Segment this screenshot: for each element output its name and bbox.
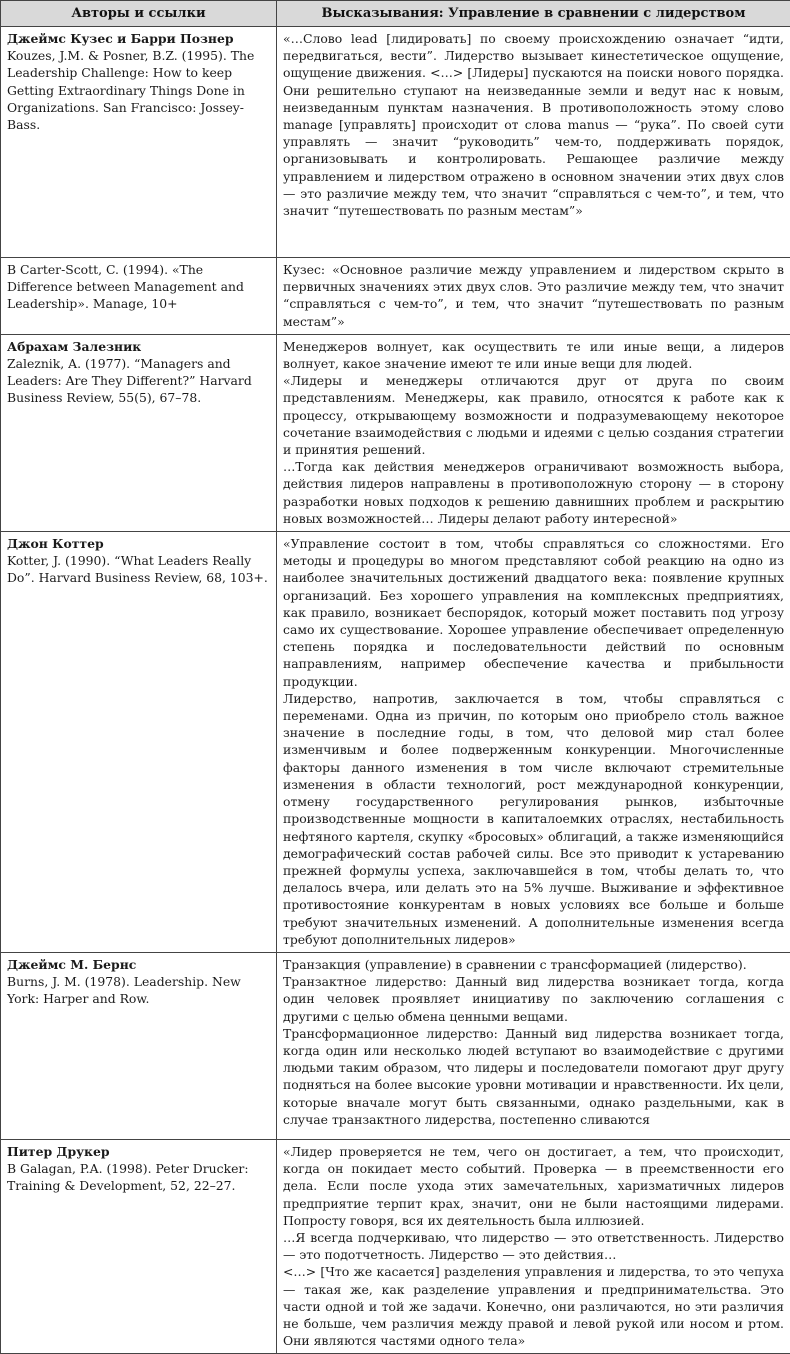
header-row xyxy=(1,1,790,27)
table-row xyxy=(1,334,790,531)
header-quotes: Высказывания: Управление в сравнении с лидерством xyxy=(277,1,790,27)
quote-paragraph: «Лидер проверяется не тем, чего он достигает, а тем, что происходит, когда он покидает место событий. Проверка — в преемственности его дела. Если после ухода этих замечательных, харизматичных лидеров предприятие терпит крах, значит, они не были настоящими лидерами. Попросту говоря, вся их деятельность была иллюзией. xyxy=(283,1143,784,1229)
author-name: Питер Друкер xyxy=(7,1143,270,1160)
quote-paragraph: …Тогда как действия менеджеров ограничивают возможность выбора, действия лидеров направлены в противоположную сторону — в сторону разработки новых подходов к решению давнишних проблем и раскрытию новых возможностей… Лидеры делают работу интересной» xyxy=(283,458,784,527)
quote-paragraph: Трансформационное лидерство: Данный вид лидерства возникает тогда, когда один или несколько людей вступают во взаимодействие с другими людьми таким образом, что лидеры и последователи помогают друг другу подняться на более высокие уровни мотивации и нравственности. Их цели, которые вначале могут быть связанными, однако раздельными, как в случае транзактного лидерства, постепенно сливаются xyxy=(283,1025,784,1128)
table-row xyxy=(1,1139,790,1353)
quote-cell xyxy=(277,952,790,1139)
quote-paragraph: Менеджеров волнует, как осуществить те или иные вещи, а лидеров волнует, какое значение имеют те или иные вещи для людей. xyxy=(283,338,784,372)
citation: Zaleznik, A. (1977). “Managers and Leaders: Are They Different?” Harvard Business Review, 55(5), 67–78. xyxy=(7,355,270,407)
quote-paragraph: «Лидеры и менеджеры отличаются друг от друга по своим представлениям. Менеджеры, как правило, относятся к работе как к процессу, открывающему возможности и подразумевающему некоторое сочетание взаимодействия с людьми и идеями с целью создания стратегии и принятия решений. xyxy=(283,372,784,458)
table-row xyxy=(1,532,790,953)
quote-cell xyxy=(277,532,790,953)
header-authors: Авторы и ссылки xyxy=(1,1,277,27)
quote-paragraph: …Я всегда подчеркиваю, что лидерство — это ответственность. Лидерство — это подотчетность. Лидерство — это действия… xyxy=(283,1229,784,1263)
citation: В Galagan, P.A. (1998). Peter Drucker: Training & Development, 52, 22–27. xyxy=(7,1160,270,1194)
quote-paragraph: Кузес: «Основное различие между управлением и лидерством скрыто в первичных значениях этих двух слов. Это различие между тем, что значит “справляться с чем-то”, и тем, что значит “путешествовать по разным местам”» xyxy=(283,261,784,330)
quote-paragraph: Лидерство, напротив, заключается в том, чтобы справляться с переменами. Одна из причин, по которым оно приобрело столь важное значение в последние годы, в том, что деловой мир стал более изменчивым и более подверженным конкуренции. Многочисленные факторы данного изменения в том числе включают стремительные изменения в области технологий, рост международной конкуренции, отмену государственного регулирования рынков, избыточные производственные мощности в капиталоемких отраслях, нестабильность нефтяного картеля, скупку «бросовых» облигаций, а также изменяющийся демографический состав рабочей силы. Все это приводит к устареванию прежней формулы успеха, заключавшейся в том, чтобы делать то, что делалось вчера, или делать это на 5% лучше. Выживание и эффективное противостояние конкурентам в новых условиях все больше и больше требуют значительных изменений. А дополнительные изменения всегда требуют дополнительных лидеров» xyxy=(283,690,784,948)
author-name: Джон Коттер xyxy=(7,535,270,552)
author-name: Джеймс Кузес и Барри Познер xyxy=(7,30,270,47)
quote-cell xyxy=(277,258,790,335)
quote-cell xyxy=(277,334,790,531)
citation: Kotter, J. (1990). “What Leaders Really Do”. Harvard Business Review, 68, 103+. xyxy=(7,552,270,586)
author-cell xyxy=(1,952,277,1139)
quote-paragraph: Транзакция (управление) в сравнении с трансформацией (лидерство). xyxy=(283,956,784,973)
quote-cell xyxy=(277,1139,790,1353)
quote-paragraph: Транзактное лидерство: Данный вид лидерства возникает тогда, когда один человек проявляет инициативу по заключению соглашения с другими с целью обмена ценными вещами. xyxy=(283,973,784,1025)
quote-paragraph: «Управление состоит в том, чтобы справляться со сложностями. Его методы и процедуры во многом представляют собой реакцию на одно из наиболее значительных достижений двадцатого века: появление крупных организаций. Без хорошего управления на комплексных предприятиях, как правило, возникает беспорядок, который может поставить под угрозу само их существование. Хорошее управление обеспечивает определенную степень порядка и последовательности действий по основным направлениям, например обеспечение качества и прибыльности продукции. xyxy=(283,535,784,690)
citation: Burns, J. M. (1978). Leadership. New York: Harper and Row. xyxy=(7,973,270,1007)
author-cell xyxy=(1,532,277,953)
author-name: Абрахам Залезник xyxy=(7,338,270,355)
quote-paragraph: «…Слово lead [лидировать] по своему происхождению означает “идти, передвигаться, вести”. Лидерство вызывает кинестетическое ощущение, ощущение движения. <…> [Лидеры] пускаются на поиски нового порядка. Они решительно ступают на неизведанные земли и ведут нас к новым, неизведанным пунктам назначения. В противоположность этому слово manage [управлять] происходит от слова manus — “рука”. По своей сути управлять — значит “руководить” чем-то, поддерживать порядок, организовывать и контролировать. Решающее различие между управлением и лидерством отражено в основном значении этих двух слов — это различие между тем, что значит “справляться с чем-то”, и тем, что значит “путешествовать по разным местам”» xyxy=(283,30,784,219)
author-cell xyxy=(1,258,277,335)
citation: Kouzes, J.M. & Posner, B.Z. (1995). The Leadership Challenge: How to keep Getting Extraordinary Things Done in Organizations. San Francisco: Jossey-Bass. xyxy=(7,47,270,133)
table-row xyxy=(1,258,790,335)
quote-paragraph: <…> [Что же касается] разделения управления и лидерства, то это чепуха — такая же, как разделение управления и предпринимательства. Это части одной и той же задачи. Конечно, они различаются, но эти различия не больше, чем различия между правой и левой рукой или носом и ртом. Они являются частями одного тела» xyxy=(283,1263,784,1349)
table-row xyxy=(1,27,790,258)
quote-cell xyxy=(277,27,790,258)
citation: В Carter-Scott, C. (1994). «The Difference between Management and Leadership». Manage, 10+ xyxy=(7,261,270,313)
author-cell xyxy=(1,27,277,258)
author-cell xyxy=(1,1139,277,1353)
author-name: Джеймс М. Бернс xyxy=(7,956,270,973)
table-row xyxy=(1,952,790,1139)
author-cell xyxy=(1,334,277,531)
